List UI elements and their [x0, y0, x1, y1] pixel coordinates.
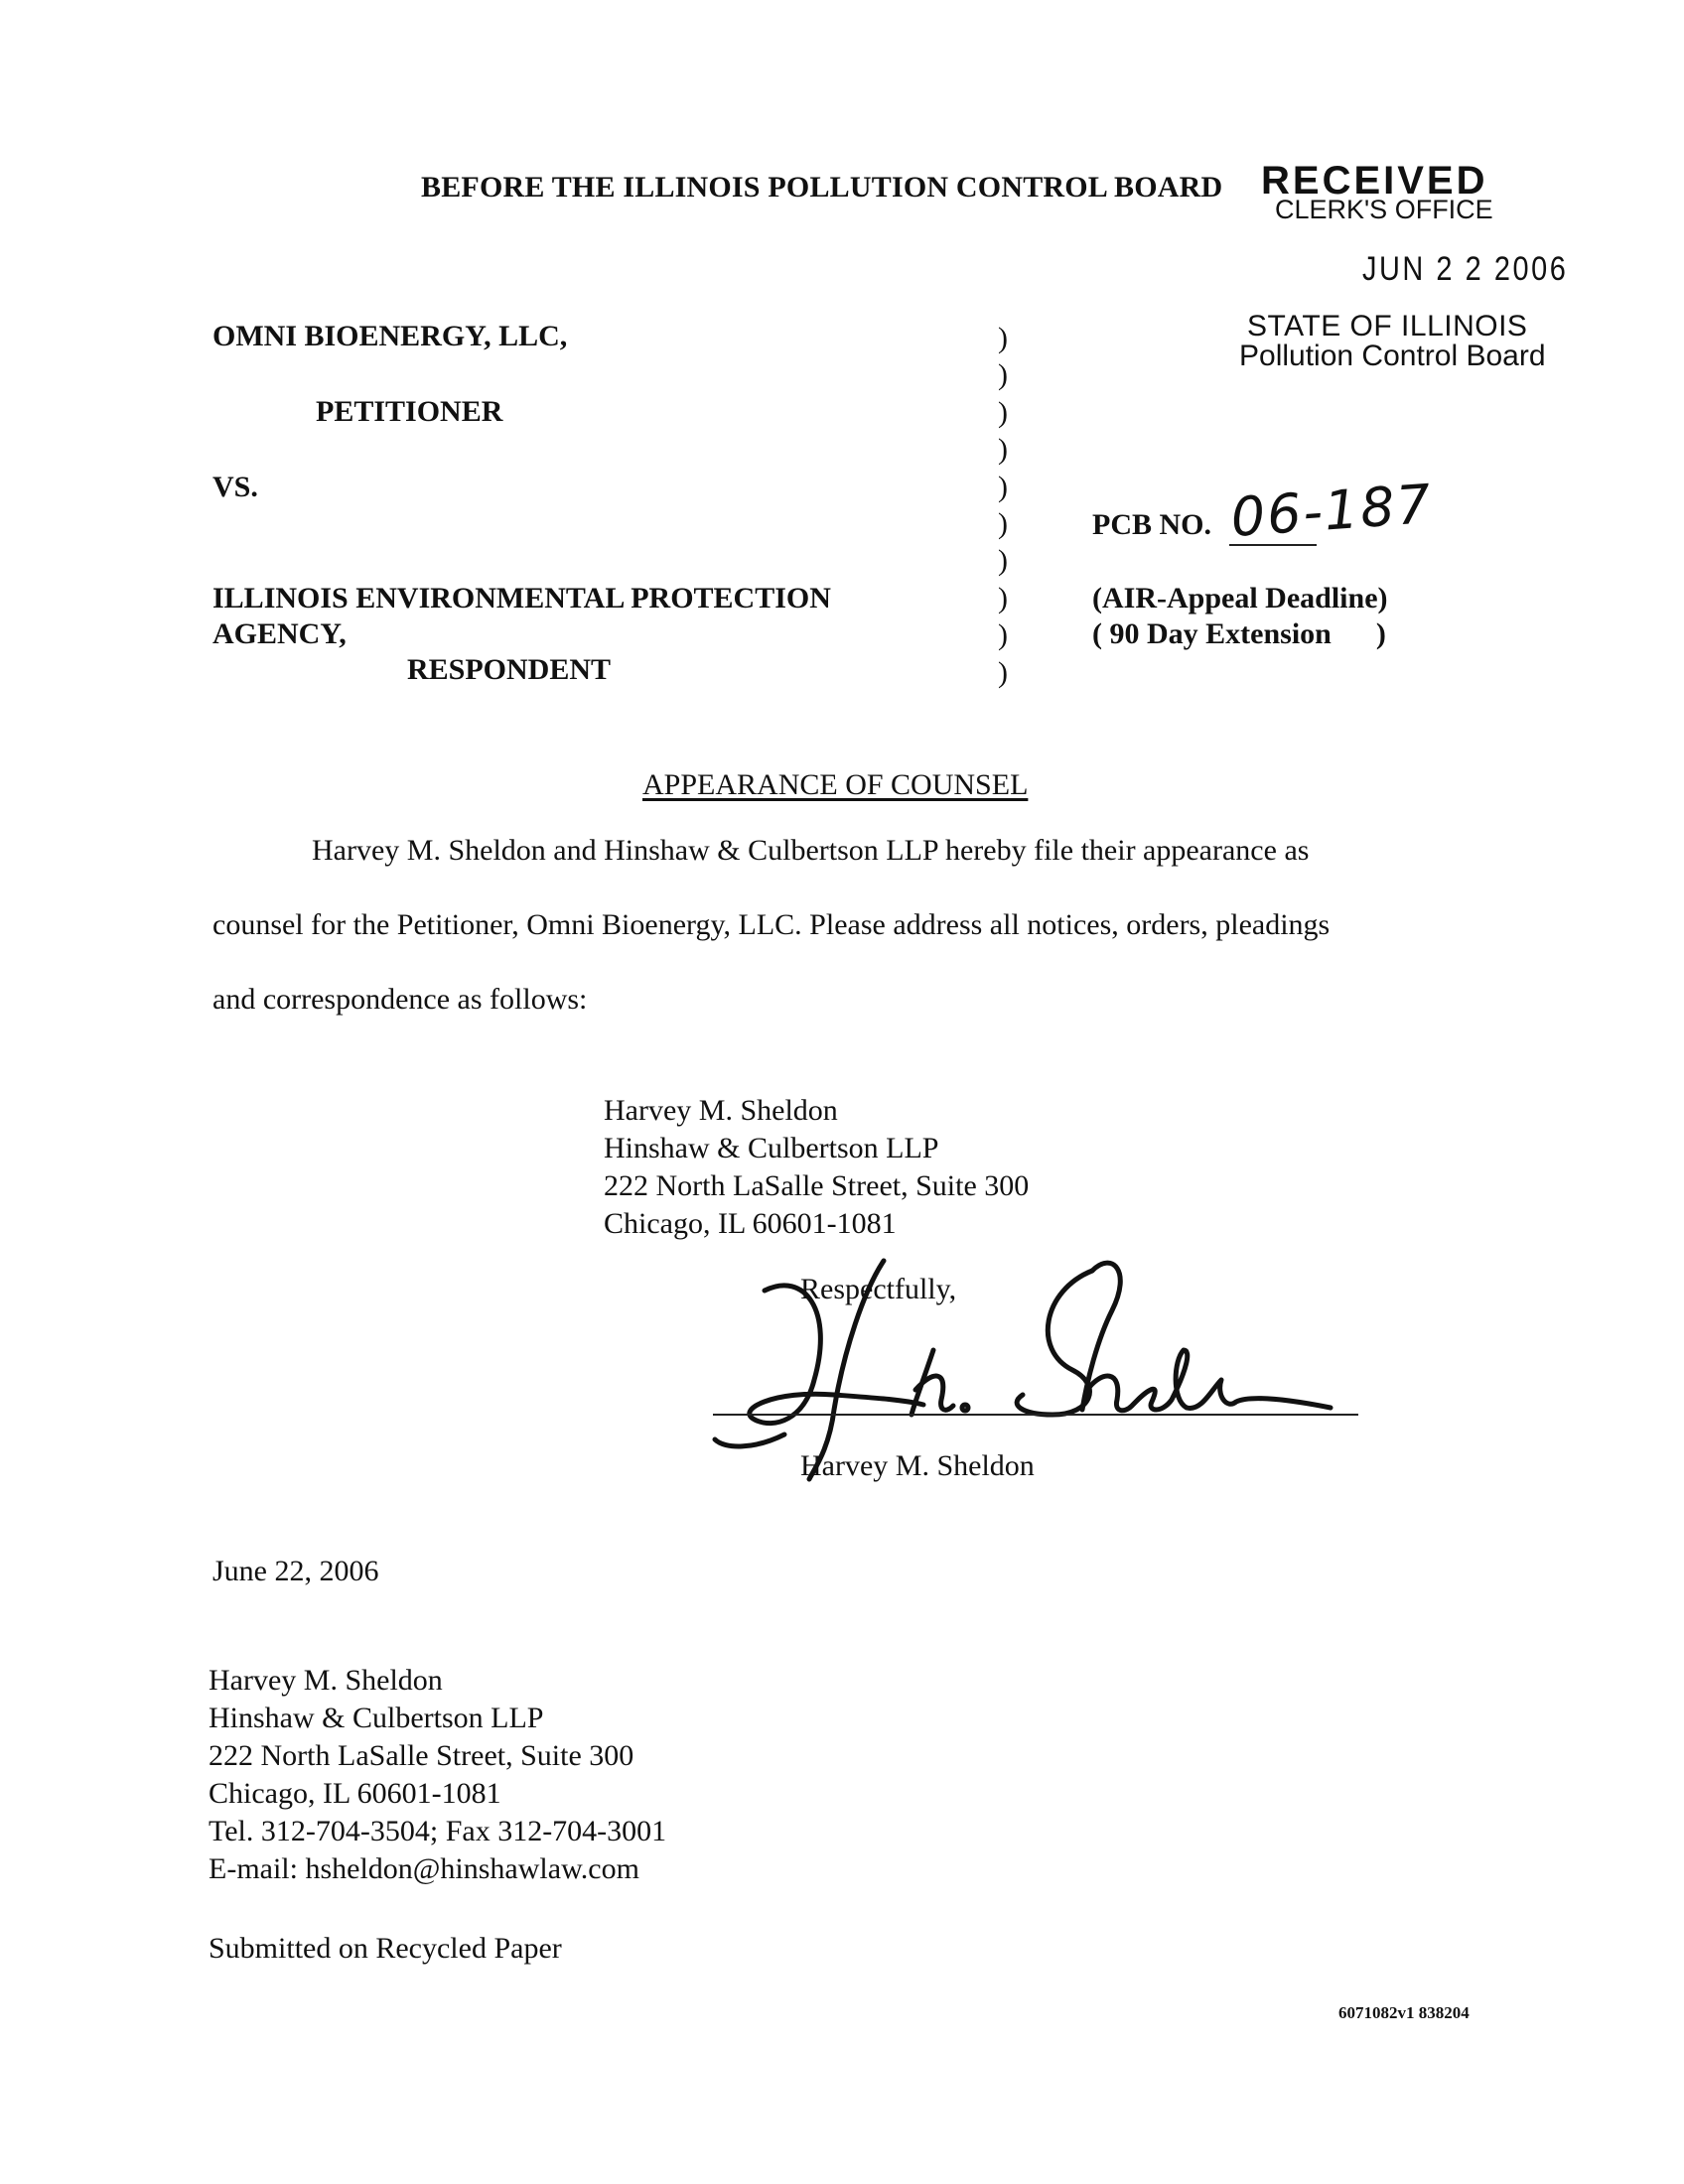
respondent-role: RESPONDENT [407, 653, 612, 686]
versus-label: VS. [212, 471, 258, 503]
extension-note: ( 90 Day Extension ) [1092, 617, 1386, 650]
pcb-number-handwritten: 06-187 [1228, 472, 1435, 549]
filing-date: June 22, 2006 [212, 1555, 379, 1587]
counsel-street: 222 North LaSalle Street, Suite 300 [604, 1169, 1030, 1202]
stamp-clerks-office: CLERK'S OFFICE [1275, 195, 1493, 224]
closing-respectfully: Respectfully, [800, 1273, 957, 1305]
footer-contact-block [209, 1662, 666, 1888]
body-paragraph-line: Harvey M. Sheldon and Hinshaw & Culbertson LLP hereby file their appearance as [312, 834, 1310, 867]
footer-firm: Hinshaw & Culbertson LLP [209, 1702, 544, 1734]
caption-paren: ) [998, 470, 1008, 503]
caption-paren: ) [998, 322, 1008, 354]
caption-paren: ) [998, 618, 1008, 652]
body-paragraph-line: counsel for the Petitioner, Omni Bioenergy, LLC. Please address all notices, orders, pleadings [212, 908, 1331, 941]
caption-paren: ) [998, 358, 1008, 392]
counsel-name: Harvey M. Sheldon [604, 1094, 838, 1127]
recycled-paper-note: Submitted on Recycled Paper [209, 1932, 562, 1965]
footer-city: Chicago, IL 60601-1081 [209, 1777, 501, 1810]
stamp-board: Pollution Control Board [1239, 340, 1546, 372]
signer-name: Harvey M. Sheldon [800, 1449, 1035, 1482]
counsel-city: Chicago, IL 60601-1081 [604, 1207, 897, 1240]
petitioner-role: PETITIONER [316, 395, 503, 428]
stamp-state: STATE OF ILLINOIS [1247, 310, 1528, 342]
stamp-date: JUN 2 2 2006 [1362, 250, 1569, 288]
footer-email: E-mail: hsheldon@hinshawlaw.com [209, 1852, 639, 1885]
caption-paren: ) [998, 655, 1008, 689]
counsel-address-block [604, 1092, 1029, 1243]
counsel-firm: Hinshaw & Culbertson LLP [604, 1132, 939, 1164]
footer-name: Harvey M. Sheldon [209, 1664, 443, 1697]
body-paragraph-line: and correspondence as follows: [212, 983, 588, 1016]
respondent-name-line1: ILLINOIS ENVIRONMENTAL PROTECTION [212, 582, 831, 614]
caption-paren: ) [998, 544, 1008, 578]
received-stamp [1239, 159, 1569, 457]
board-title: BEFORE THE ILLINOIS POLLUTION CONTROL BOARD [421, 171, 1223, 204]
caption-paren: ) [998, 507, 1008, 541]
petitioner-name: OMNI BIOENERGY, LLC, [212, 320, 568, 352]
footer-street: 222 North LaSalle Street, Suite 300 [209, 1739, 634, 1772]
stamp-received: RECEIVED [1261, 159, 1488, 203]
document-id: 6071082v1 838204 [1338, 2003, 1470, 2022]
caption-paren: ) [998, 581, 1008, 614]
caption-paren: ) [998, 395, 1008, 429]
caption-parentheses [998, 320, 1018, 691]
footer-phone: Tel. 312-704-3504; Fax 312-704-3001 [209, 1815, 667, 1847]
signature-line [713, 1414, 1358, 1416]
respondent-name-line2: AGENCY, [212, 617, 347, 650]
caption-paren: ) [998, 433, 1008, 467]
document-heading: APPEARANCE OF COUNSEL [642, 768, 1029, 801]
pcb-label: PCB NO. [1092, 508, 1211, 541]
appeal-type: (AIR-Appeal Deadline) [1092, 582, 1388, 614]
